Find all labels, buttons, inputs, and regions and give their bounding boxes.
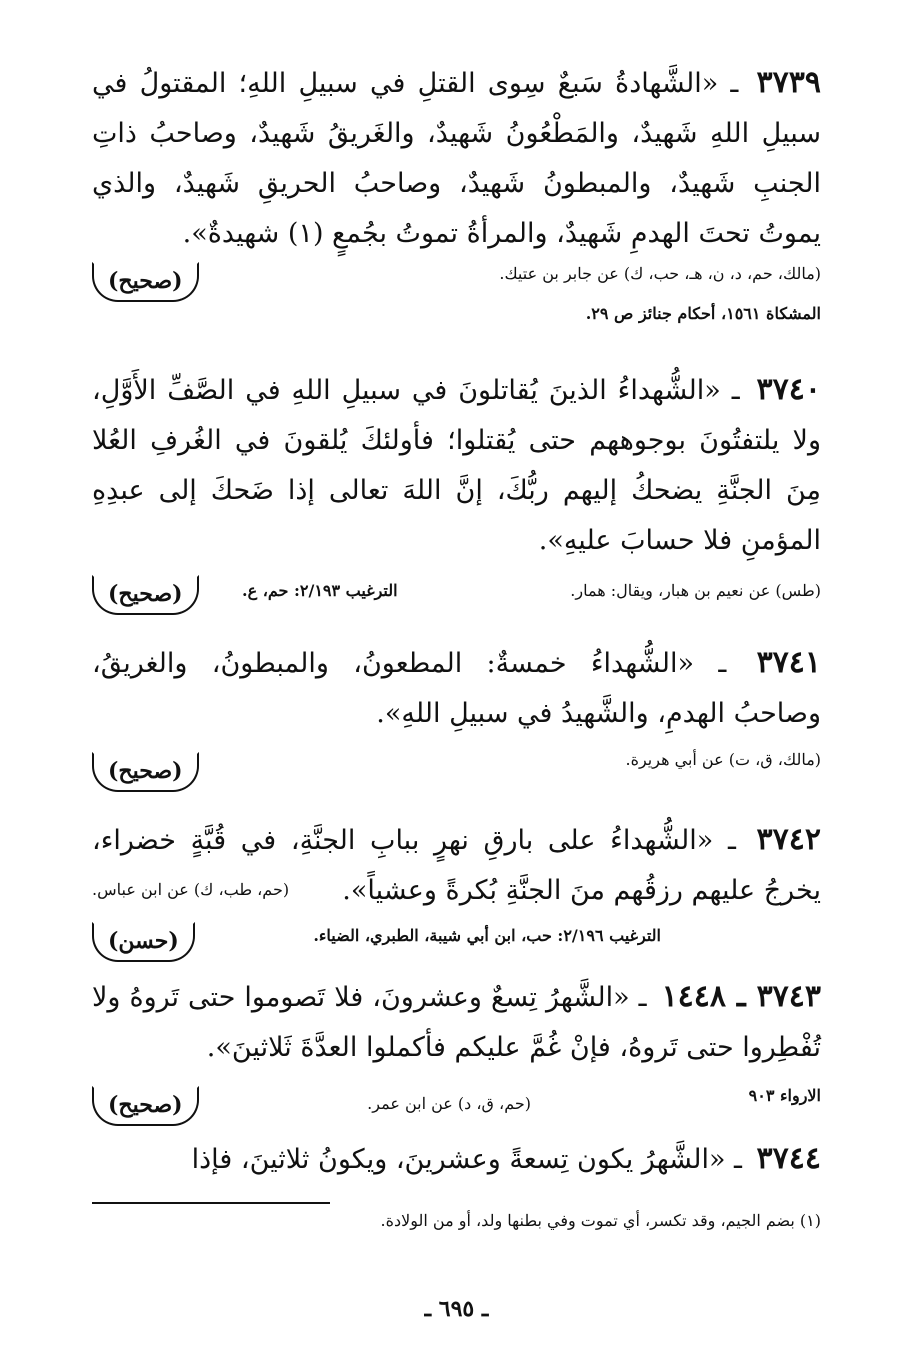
- hadith-3743-meta: [92, 1080, 821, 1126]
- hadith-3742-meta: [92, 880, 821, 964]
- hadith-3739-meta: [92, 262, 821, 323]
- hadith-number: ٣٧٤٣ ـ ١٤٤٨: [661, 979, 822, 1014]
- extra-reference: الترغيب ٢/١٩٣: حم، ع.: [242, 581, 398, 600]
- hadith-text: «الشَّهادةُ سَبعٌ سِوى القتلِ في سبيلِ اللهِ؛ المقتولُ في سبيلِ اللهِ شَهيدٌ، والمَطْعُونُ شَهيدٌ، والغَريقُ شَهيدٌ، وصاحبُ ذاتِ الجنبِ شَهيدٌ، والمبطونُ شَهيدٌ، وصاحبُ الحريقِ شَهيدٌ، والذي يموتُ تحتَ الهدمِ شَهيدٌ، والمرأةُ تموتُ بجُمعٍ (١) شهيدةٌ».: [92, 68, 821, 249]
- hadith-number: ٣٧٤٢: [756, 822, 821, 857]
- source-citation: (حم، ق، د) عن ابن عمر.: [367, 1094, 531, 1113]
- hadith-text: «الشُّهداءُ خمسةٌ: المطعونُ، والمبطونُ، والغريقُ، وصاحبُ الهدمِ، والشَّهيدُ في سبيلِ اللهِ».: [92, 648, 821, 729]
- footnote: (١) بضم الجيم، وقد تكسر، أي تموت وفي بطنها ولد، أو من الولادة.: [380, 1211, 821, 1230]
- extra-reference: الترغيب ٢/١٩٦: حب، ابن أبي شيبة، الطبري، الضياء.: [313, 926, 661, 945]
- extra-reference: المشكاة ١٥٦١، أحكام جنائز ص ٢٩.: [585, 304, 821, 323]
- hadith-text: «الشَّهرُ تِسعٌ وعشرونَ، فلا تَصوموا حتى تَروهُ ولا تُفْطِروا حتى تَروهُ، فإنْ غُمَّ عليكم فأكملوا العدَّةَ ثَلاثينَ».: [92, 982, 821, 1063]
- hadith-number: ٣٧٤٠: [756, 372, 821, 407]
- hadith-text: «الشُّهداءُ على بارقِ نهرٍ ببابِ الجنَّةِ، في قُبَّةٍ خضراء، يخرجُ عليهم رزقُهم منَ الجنَّةِ بُكرةً وعشياً».: [92, 825, 821, 906]
- source-citation: (مالك، حم، د، ن، هـ، حب، ك) عن جابر بن عتيك.: [499, 264, 821, 283]
- grade-badge: ( حسن ): [92, 922, 195, 962]
- hadith-3739: ٣٧٣٩ ـ «الشَّهادةُ سَبعٌ سِوى القتلِ في سبيلِ اللهِ؛ المقتولُ في سبيلِ اللهِ شَهيدٌ، والمَطْعُونُ شَهيدٌ، والغَريقُ شَهيدٌ، وصاحبُ ذاتِ الجنبِ شَهيدٌ، والمبطونُ شَهيدٌ، وصاحبُ الحريقِ شَهيدٌ، والذي يموتُ تحتَ الهدمِ شَهيدٌ، والمرأةُ تموتُ بجُمعٍ (١) شهيدةٌ».: [92, 65, 821, 249]
- hadith-text: «الشُّهداءُ الذينَ يُقاتلونَ في سبيلِ اللهِ في الصَّفِّ الأَوَّلِ، ولا يلتفتُونَ بوجوههم حتى يُقتلوا؛ فأولئكَ يُلقونَ في الغُرفِ العُلا مِنَ الجنَّةِ يضحكُ إليهم ربُّكَ، إنَّ اللهَ تعالى إذا ضَحكَ إلى عبدِهِ المؤمنِ فلا حسابَ عليهِ».: [92, 375, 821, 556]
- source-citation: (مالك، ق، ت) عن أبي هريرة.: [625, 750, 821, 769]
- hadith-number: ٣٧٤١: [756, 645, 822, 680]
- extra-reference: الارواء ٩٠٣: [748, 1086, 821, 1105]
- hadith-3741-meta: [92, 746, 821, 792]
- hadith-3741: ٣٧٤١ ـ «الشُّهداءُ خمسةٌ: المطعونُ، والمبطونُ، والغريقُ، وصاحبُ الهدمِ، والشَّهيدُ في سبيلِ اللهِ».: [92, 645, 822, 729]
- hadith-text: «الشَّهرُ يكون تِسعةً وعشرينَ، ويكونُ ثلاثينَ، فإذا: [191, 1144, 726, 1175]
- hadith-number: ٣٧٣٩: [756, 65, 821, 100]
- grade-badge: ( صحيح ): [92, 262, 199, 302]
- source-citation: (حم، طب، ك) عن ابن عباس.: [92, 880, 290, 899]
- grade-badge: ( صحيح ): [92, 575, 199, 615]
- hadith-3742: ٣٧٤٢ ـ «الشُّهداءُ على بارقِ نهرٍ ببابِ الجنَّةِ، في قُبَّةٍ خضراء، يخرجُ عليهم رزقُهم منَ الجنَّةِ بُكرةً وعشياً».: [92, 822, 821, 906]
- hadith-3740-meta: [92, 575, 821, 621]
- hadith-number: ٣٧٤٤: [756, 1141, 821, 1176]
- grade-badge: ( صحيح ): [92, 1086, 199, 1126]
- source-citation: (طس) عن نعيم بن هبار، ويقال: همار.: [570, 581, 821, 600]
- grade-badge: ( صحيح ): [92, 752, 199, 792]
- footnote-divider: [92, 1202, 330, 1204]
- page-number: ـ ٦٩٥ ـ: [424, 1296, 489, 1322]
- hadith-3740: ٣٧٤٠ ـ «الشُّهداءُ الذينَ يُقاتلونَ في سبيلِ اللهِ في الصَّفِّ الأَوَّلِ، ولا يلتفتُونَ بوجوههم حتى يُقتلوا؛ فأولئكَ يُلقونَ في الغُرفِ العُلا مِنَ الجنَّةِ يضحكُ إليهم ربُّكَ، إنَّ اللهَ تعالى إذا ضَحكَ إلى عبدِهِ المؤمنِ فلا حسابَ عليهِ».: [92, 372, 821, 556]
- hadith-3744: ٣٧٤٤ ـ «الشَّهرُ يكون تِسعةً وعشرينَ، ويكونُ ثلاثينَ، فإذا: [191, 1141, 821, 1176]
- hadith-3743: ٣٧٤٣ ـ ١٤٤٨ ـ «الشَّهرُ تِسعٌ وعشرونَ، فلا تَصوموا حتى تَروهُ ولا تُفْطِروا حتى تَروهُ، فإنْ غُمَّ عليكم فأكملوا العدَّةَ ثَلاثينَ».: [92, 979, 822, 1063]
